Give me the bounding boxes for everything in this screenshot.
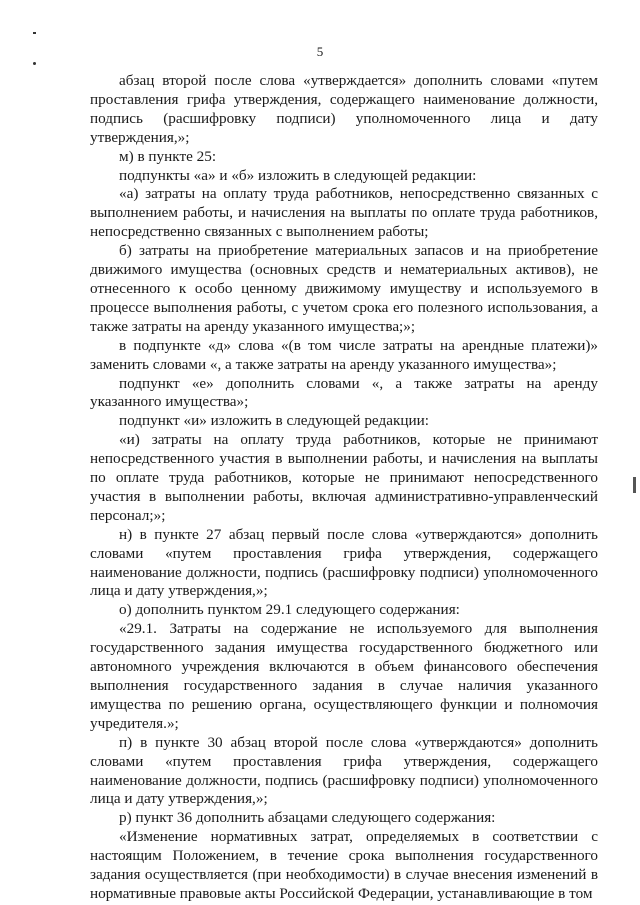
paragraph: «Изменение нормативных затрат, определяемых в соответствии с настоящим Положением, в течение срока выполнения государственного задания осуществляется (при необходимости) в случае внесения изменений в нормативные правовые акты Российской Федерации, устанавливающие в том — [90, 828, 598, 902]
paragraph: подпункты «а» и «б» изложить в следующей редакции: — [119, 166, 477, 184]
paragraph: абзац второй после слова «утверждается» дополнить словами «путем проставления грифа утверждения, содержащего наименование должности, подпись (расшифровку подписи) уполномоченного лица и дату утверждения,»; — [90, 72, 598, 146]
scan-mark — [33, 32, 36, 34]
paragraph: н) в пункте 27 абзац первый после слова «утверждаются» дополнить словами «путем проставления грифа утверждения, содержащего наименование должности, подпись (расшифровку подписи) уполномоченного лица и дату утверждения,»; — [90, 525, 598, 600]
scan-mark — [33, 62, 36, 65]
document-body — [90, 72, 598, 904]
scan-mark — [633, 477, 636, 493]
paragraph: «и) затраты на оплату труда работников, которые не принимают непосредственного участия в выполнении работы, и начисления на выплаты по оплате труда работников, которые не принимают непосредственного участия в выполнении работы, включая административно-управленческий персонал;»; — [90, 431, 598, 524]
paragraph: «а) затраты на оплату труда работников, непосредственно связанных с выполнением работы, и начисления на выплаты по оплате труда работников, непосредственно связанных с выполнением работы; — [90, 185, 598, 241]
paragraph: «29.1. Затраты на содержание не используемого для выполнения государственного задания имущества государственного бюджетного или автономного учреждения включаются в объем финансового обеспечения выполнения государственного задания в случае наличия указанного имущества по решению органа, осуществляющего функции и полномочия учредителя.»; — [90, 620, 598, 732]
paragraph: в подпункте «д» слова «(в том числе затраты на арендные платежи)» заменить словами «, а также затраты на аренду указанного имущества»; — [90, 336, 598, 373]
paragraph: подпункт «е» дополнить словами «, а также затраты на аренду указанного имущества»; — [90, 374, 598, 411]
paragraph: р) пункт 36 дополнить абзацами следующего содержания: — [119, 809, 496, 827]
paragraph: п) в пункте 30 абзац второй после слова «утверждаются» дополнить словами «путем проставления грифа утверждения, содержащего наименование должности, подпись (расшифровку подписи) уполномоченного лица и дату утверждения,»; — [90, 733, 598, 808]
paragraph: о) дополнить пунктом 29.1 следующего содержания: — [119, 601, 460, 619]
paragraph: подпункт «и» изложить в следующей редакции: — [119, 412, 429, 430]
paragraph: м) в пункте 25: — [119, 147, 217, 165]
paragraph: б) затраты на приобретение материальных запасов и на приобретение движимого имущества (основных средств и нематериальных активов), не отнесенного к особо ценному движимому имуществу и используемого в процессе выполнения работы, с учетом срока его полезного использования, а также затраты на аренду указанного имущества;»; — [90, 242, 598, 335]
page-number: 5 — [316, 44, 324, 59]
